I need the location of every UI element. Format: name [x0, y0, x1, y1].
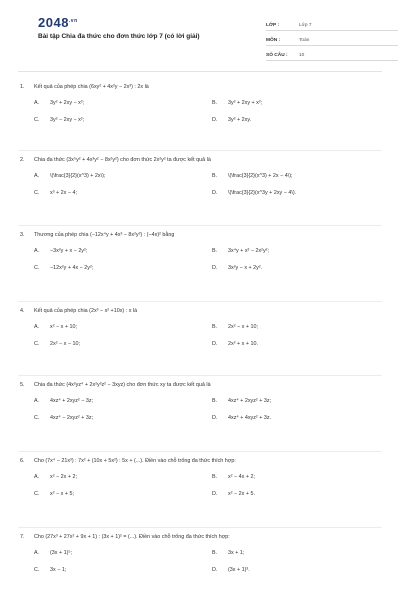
question-stem: [18, 230, 382, 240]
question-item: [18, 452, 382, 528]
answer-options: [34, 393, 382, 427]
option-letter: A.: [34, 173, 40, 179]
option-letter: D.: [212, 117, 218, 123]
question-stem: [18, 155, 382, 165]
question-stem: [18, 306, 382, 316]
question-text: Cho (27x³ + 27x² + 9x + 1) : (3x + 1)² = (...). Điền vào chỗ trống đa thức thích hợp:: [34, 534, 230, 540]
option-letter: D.: [212, 341, 218, 347]
option-text: 4xz⁴ + 2xyz² − 3z;: [50, 398, 94, 404]
answer-options: [34, 168, 382, 202]
option-text: x² − 4x + 2;: [228, 474, 255, 480]
option-letter: A.: [34, 248, 40, 254]
question-text: Kết quả của phép chia (6xy² + 4x²y − 2x³) : 2x là: [34, 84, 149, 90]
option-text: 3x + 1;: [228, 550, 245, 556]
option-text: \(\frac{3}{2}(x^3y + 2xy − 4\).: [228, 190, 297, 196]
meta-row-count: [266, 46, 398, 61]
question-text: Chia đa thức (4x²yz⁴ + 2x²y²z² − 3xyz) cho đơn thức xy ta được kết quả là: [34, 382, 211, 388]
question-item: [18, 376, 382, 452]
option-text: −3x²y + x − 2y²;: [50, 248, 88, 254]
meta-label: SỐ CÂU :: [266, 53, 288, 58]
option-letter: A.: [34, 324, 40, 330]
option-letter: C.: [34, 265, 40, 271]
answer-option[interactable]: [212, 319, 382, 336]
page-title: Bài tập Chia đa thức cho đơn thức lớp 7 (có lời giải): [38, 33, 200, 40]
answer-option[interactable]: [34, 469, 212, 486]
option-letter: C.: [34, 117, 40, 123]
option-letter: B.: [212, 550, 218, 556]
answer-options: [34, 545, 382, 579]
question-number: 4.: [20, 308, 25, 314]
site-logo[interactable]: [38, 15, 78, 30]
option-letter: B.: [212, 248, 218, 254]
option-text: 2x² − x + 10;: [228, 324, 258, 330]
answer-option[interactable]: [212, 469, 382, 486]
option-letter: D.: [212, 415, 218, 421]
option-text: 3y² + 2xy − x²;: [50, 100, 85, 106]
header-divider: [18, 71, 382, 72]
meta-row-subject: [266, 31, 398, 46]
option-letter: C.: [34, 190, 40, 196]
question-number: 5.: [20, 382, 25, 388]
answer-option[interactable]: [212, 168, 382, 185]
question-number: 6.: [20, 458, 25, 464]
answer-option[interactable]: [212, 185, 382, 202]
option-text: 2x² + x + 10.: [228, 341, 258, 347]
option-letter: B.: [212, 100, 218, 106]
answer-option[interactable]: [34, 319, 212, 336]
option-letter: C.: [34, 567, 40, 573]
option-text: 2x² − x − 10;: [50, 341, 80, 347]
page-header: [18, 0, 382, 62]
option-letter: B.: [212, 324, 218, 330]
answer-option[interactable]: [34, 562, 212, 579]
option-text: (3x + 1)⁵;: [50, 550, 73, 556]
question-stem: [18, 380, 382, 390]
option-text: 4xz⁴ − 2xyz² + 3z;: [50, 415, 94, 421]
question-text: Cho (7x⁴ − 21x³) : 7x² + (10x + 5x²) : 5x + (...). Điền vào chỗ trống đa thức thích hợp:: [34, 458, 236, 464]
question-item: [18, 302, 382, 376]
answer-option[interactable]: [34, 243, 212, 260]
question-item: [18, 151, 382, 226]
question-item: [18, 78, 382, 151]
option-letter: C.: [34, 341, 40, 347]
answer-option[interactable]: [212, 562, 382, 579]
option-letter: D.: [212, 190, 218, 196]
option-letter: A.: [34, 474, 40, 480]
question-text: Thương của phép chia (−12x⁴y + 4x³ − 8x²y²) : (−4x)² bằng: [34, 232, 175, 238]
answer-option[interactable]: [34, 336, 212, 353]
answer-options: [34, 319, 382, 353]
meta-value: Lớp 7: [299, 23, 312, 28]
meta-label: LỚP :: [266, 23, 280, 28]
option-letter: D.: [212, 567, 218, 573]
answer-option[interactable]: [34, 260, 212, 277]
question-item: [18, 528, 382, 602]
option-letter: B.: [212, 398, 218, 404]
option-text: \(\frac{3}{2}(x^3) + 2x\);: [50, 173, 106, 179]
question-stem: [18, 82, 382, 92]
answer-options: [34, 469, 382, 503]
logo-tld: .vn: [68, 18, 78, 24]
option-text: 4xz⁴ + 4xyz² + 3z.: [228, 415, 272, 421]
meta-value: 10: [299, 53, 305, 58]
option-text: −12x²y + 4x − 2y²;: [50, 265, 94, 271]
answer-option[interactable]: [34, 486, 212, 503]
answer-option[interactable]: [212, 336, 382, 353]
option-letter: D.: [212, 491, 218, 497]
meta-table: [266, 16, 398, 61]
answer-option[interactable]: [34, 545, 212, 562]
answer-option[interactable]: [212, 410, 382, 427]
option-letter: A.: [34, 550, 40, 556]
answer-option[interactable]: [212, 95, 382, 112]
option-letter: B.: [212, 173, 218, 179]
option-letter: A.: [34, 398, 40, 404]
meta-label: MÔN :: [266, 38, 281, 43]
option-text: 3y² + 2xy + x²;: [228, 100, 263, 106]
answer-option[interactable]: [34, 95, 212, 112]
option-text: 3x²y − x + 2y².: [228, 265, 263, 271]
meta-row-class: [266, 16, 398, 31]
option-letter: B.: [212, 474, 218, 480]
answer-option[interactable]: [212, 545, 382, 562]
option-text: x² − x + 10;: [50, 324, 77, 330]
option-text: x² − 2x + 2;: [50, 474, 77, 480]
answer-option[interactable]: [212, 243, 382, 260]
answer-option[interactable]: [34, 185, 212, 202]
answer-option[interactable]: [212, 260, 382, 277]
option-text: x² − x + 5;: [50, 491, 74, 497]
option-text: 4xz⁴ + 2xyz² + 3z;: [228, 398, 272, 404]
question-text: Kết quả của phép chia (2x³ − x² +10x) : x là: [34, 308, 138, 314]
question-list: [18, 78, 382, 602]
question-text: Chia đa thức (3x⁵y² + 4x³y² − 8x²y²) cho đơn thức 2x²y² ta được kết quả là: [34, 157, 211, 163]
answer-option[interactable]: [34, 112, 212, 129]
question-number: 2.: [20, 157, 25, 163]
option-text: (3x + 1)³.: [228, 567, 250, 573]
option-text: 3x⁴y + x³ − 2x²y²;: [228, 248, 269, 254]
option-letter: A.: [34, 100, 40, 106]
answer-option[interactable]: [212, 393, 382, 410]
answer-options: [34, 95, 382, 129]
question-number: 7.: [20, 534, 25, 540]
meta-value: Toán: [299, 38, 310, 43]
question-number: 1.: [20, 84, 25, 90]
option-letter: C.: [34, 415, 40, 421]
option-letter: C.: [34, 491, 40, 497]
logo-main: 2048: [38, 15, 69, 30]
option-text: x³ + 2x − 4;: [50, 190, 77, 196]
answer-option[interactable]: [34, 168, 212, 185]
option-letter: D.: [212, 265, 218, 271]
question-number: 3.: [20, 232, 25, 238]
question-item: [18, 226, 382, 302]
answer-option[interactable]: [34, 393, 212, 410]
option-text: 3y² − 2xy − x²;: [50, 117, 85, 123]
option-text: 3y² + 2xy.: [228, 117, 252, 123]
question-stem: [18, 532, 382, 542]
answer-option[interactable]: [34, 410, 212, 427]
option-text: \(\frac{3}{2}(x^3) + 2x − 4\);: [228, 173, 293, 179]
option-text: x² − 2x + 5.: [228, 491, 255, 497]
answer-options: [34, 243, 382, 277]
option-text: 3x − 1;: [50, 567, 67, 573]
question-stem: [18, 456, 382, 466]
answer-option[interactable]: [212, 112, 382, 129]
answer-option[interactable]: [212, 486, 382, 503]
